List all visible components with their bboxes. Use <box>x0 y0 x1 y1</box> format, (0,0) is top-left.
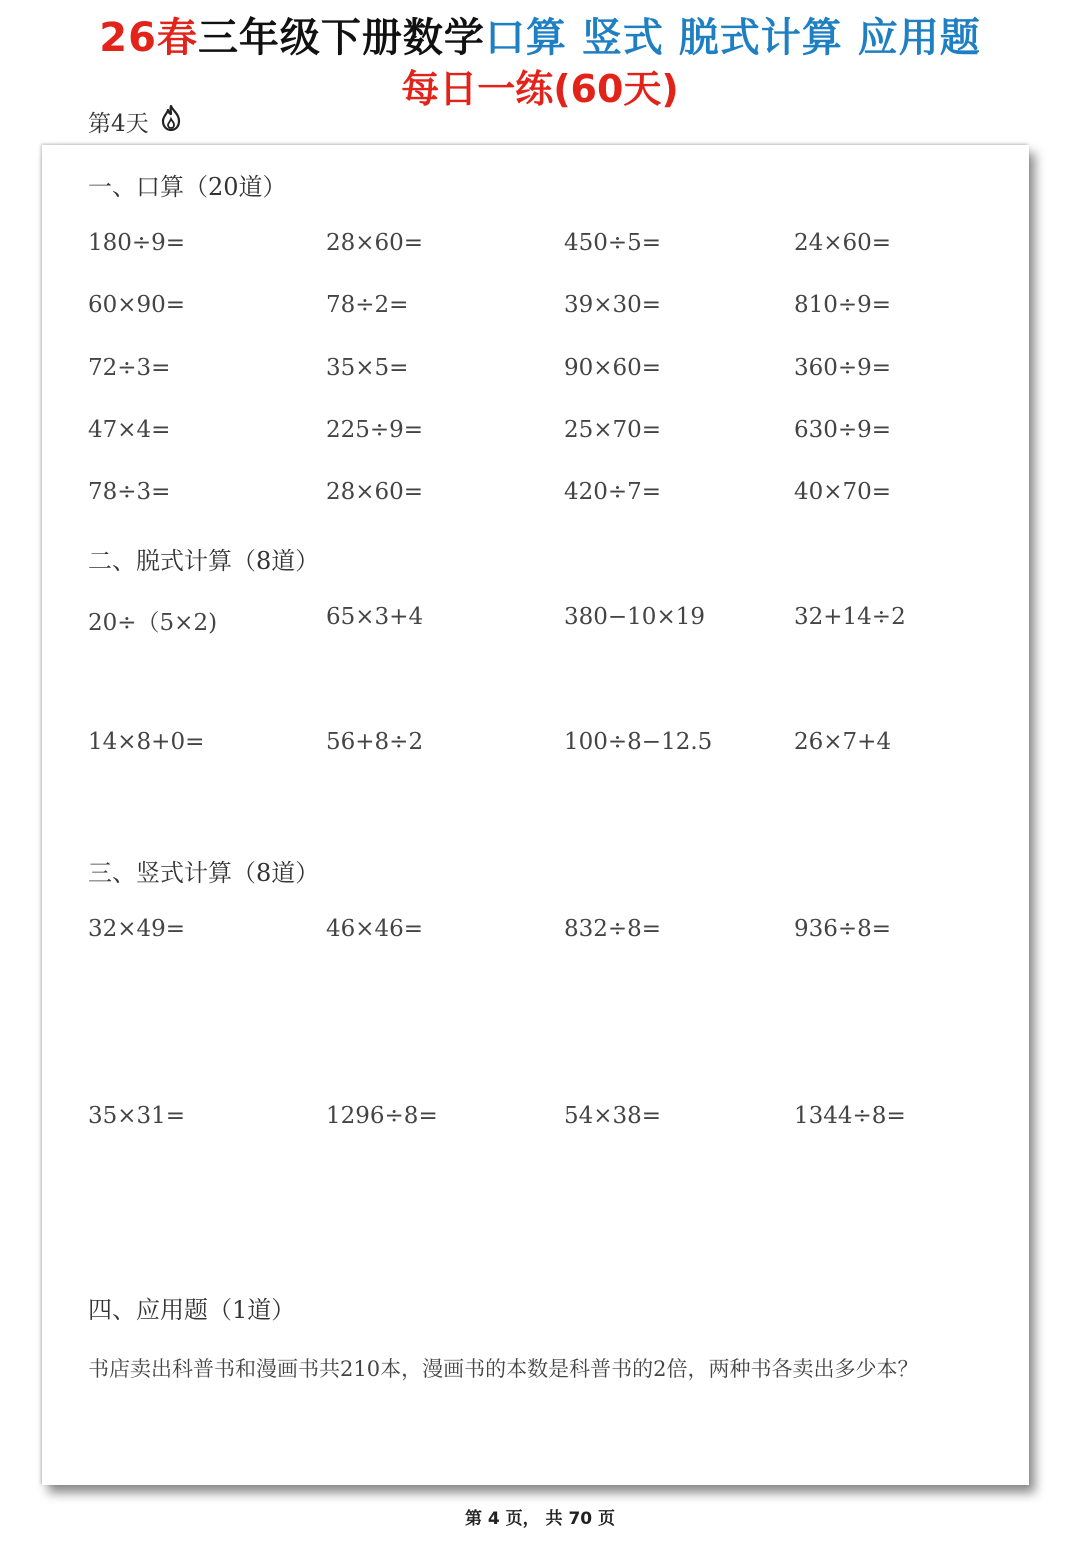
problem-item: 60×90= <box>88 292 186 318</box>
problem-item: 47×4= <box>88 417 171 443</box>
problem-item: 28×60= <box>326 230 424 256</box>
worksheet-subtitle: 每日一练(60天) <box>401 67 679 111</box>
problem-item: 225÷9= <box>326 417 424 443</box>
stepwise-row <box>42 604 1029 644</box>
problem-item: 630÷9= <box>794 417 892 443</box>
problem-item: 24×60= <box>794 230 892 256</box>
section-oral-title: 一、口算（20道） <box>88 173 287 201</box>
problem-item: 39×30= <box>564 292 662 318</box>
problem-item: 56+8÷2 <box>326 729 424 755</box>
page-number: 第 4 页， 共 70 页 <box>464 1509 616 1529</box>
problem-item: 54×38= <box>564 1103 662 1129</box>
problem-item: 832÷8= <box>564 916 662 942</box>
problem-item: 65×3+4 <box>326 604 424 630</box>
oral-row <box>42 355 1029 395</box>
title-part-season: 26春 <box>99 15 198 61</box>
problem-item: 26×7+4 <box>794 729 892 755</box>
problem-item: 360÷9= <box>794 355 892 381</box>
problem-item: 78÷2= <box>326 292 409 318</box>
oral-row <box>42 292 1029 332</box>
title-part-grade: 三年级下册数学 <box>197 15 485 61</box>
problem-item: 25×70= <box>564 417 662 443</box>
worksheet-title <box>0 6 1080 63</box>
problem-item: 35×5= <box>326 355 409 381</box>
section-vertical-title: 三、竖式计算（8道） <box>88 859 320 887</box>
problem-item: 78÷3= <box>88 479 171 505</box>
problem-item: 90×60= <box>564 355 662 381</box>
oral-row <box>42 230 1029 270</box>
vertical-row <box>42 1103 1029 1143</box>
problem-item: 180÷9= <box>88 230 186 256</box>
day-label: 第4天 <box>88 110 149 137</box>
stepwise-row <box>42 729 1029 769</box>
problem-item: 1296÷8= <box>326 1103 438 1129</box>
title-part-topics: 口算 竖式 脱式计算 应用题 <box>484 15 981 61</box>
section-word-title: 四、应用题（1道） <box>88 1296 296 1324</box>
problem-item: 40×70= <box>794 479 892 505</box>
problem-item: 14×8+0= <box>88 729 205 755</box>
problem-item: 420÷7= <box>564 479 662 505</box>
worksheet-page <box>42 145 1029 1485</box>
problem-item: 72÷3= <box>88 355 171 381</box>
problem-item: 28×60= <box>326 479 424 505</box>
problem-item: 450÷5= <box>564 230 662 256</box>
problem-item: 1344÷8= <box>794 1103 906 1129</box>
word-problem-text: 书店卖出科普书和漫画书共210本，漫画书的本数是科普书的2倍，两种书各卖出多少本？ <box>88 1357 919 1381</box>
problem-item: 810÷9= <box>794 292 892 318</box>
problem-item: 20÷（5×2) <box>88 610 218 636</box>
section-stepwise-title: 二、脱式计算（8道） <box>88 547 320 575</box>
problem-item: 936÷8= <box>794 916 892 942</box>
problem-item: 35×31= <box>88 1103 186 1129</box>
oral-row <box>42 417 1029 457</box>
problem-item: 100÷8−12.5 <box>564 729 713 755</box>
problem-item: 32+14÷2 <box>794 604 906 630</box>
oral-row <box>42 479 1029 519</box>
fire-icon <box>159 104 183 138</box>
vertical-row <box>42 916 1029 956</box>
problem-item: 46×46= <box>326 916 424 942</box>
problem-item: 380−10×19 <box>564 604 705 630</box>
problem-item: 32×49= <box>88 916 186 942</box>
day-label-group <box>88 104 183 138</box>
